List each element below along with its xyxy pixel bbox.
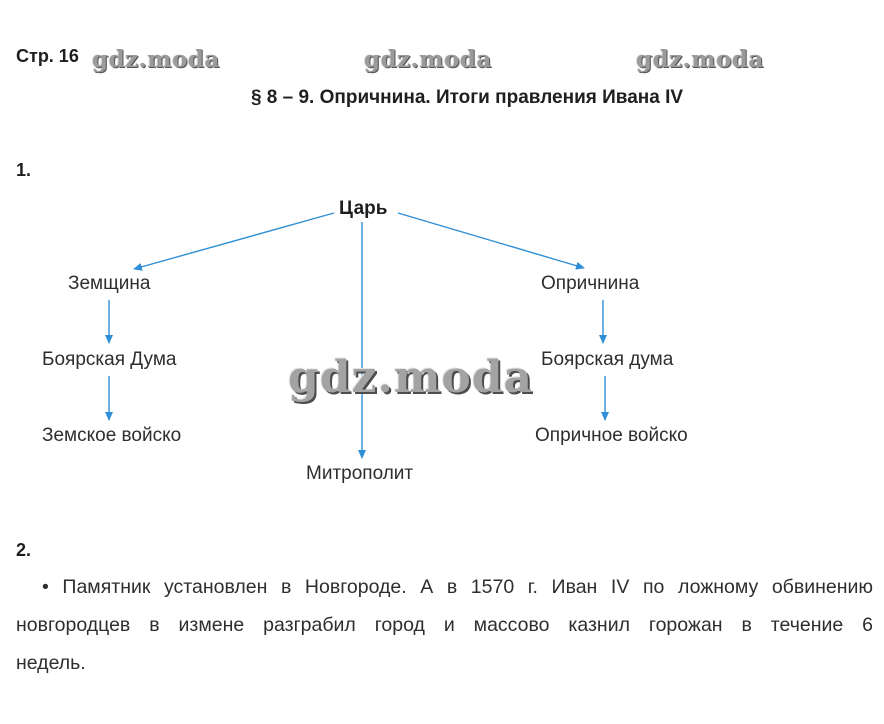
arrow-tsar-to-oprichnina (398, 213, 584, 268)
node-oprichnina: Опричнина (541, 273, 640, 294)
answer-line: недель. (16, 652, 86, 674)
section-number-2: 2. (16, 540, 32, 560)
node-zemskoe-army: Земское войско (42, 425, 182, 446)
watermark: gdz.moda (92, 46, 220, 73)
answer-line: новгородцев в измене разграбил город и массово казнил горожан в течение 6 (16, 614, 873, 636)
watermark: gdz.moda (636, 46, 764, 73)
node-metropolitan: Митрополит (306, 463, 414, 484)
answer-paragraph (16, 568, 873, 682)
watermark-large: gdz.moda (288, 352, 534, 403)
page-number: Стр. 16 (16, 46, 79, 66)
watermark: gdz.moda (364, 46, 492, 73)
node-oprichnoe-army: Опричное войско (535, 425, 688, 446)
node-zemshchina: Земщина (68, 273, 151, 294)
answer-line: • Памятник установлен в Новгороде. А в 1570 г. Иван IV по ложному обвинению (42, 576, 873, 598)
node-tsar: Царь (339, 198, 388, 219)
node-boyar-duma-right: Боярская дума (541, 349, 674, 370)
section-number-1: 1. (16, 160, 32, 180)
node-boyar-duma-left: Боярская Дума (42, 349, 177, 370)
page-title: § 8 – 9. Опричнина. Итоги правления Ивана IV (250, 87, 684, 108)
arrow-tsar-to-zemshchina (134, 213, 334, 269)
